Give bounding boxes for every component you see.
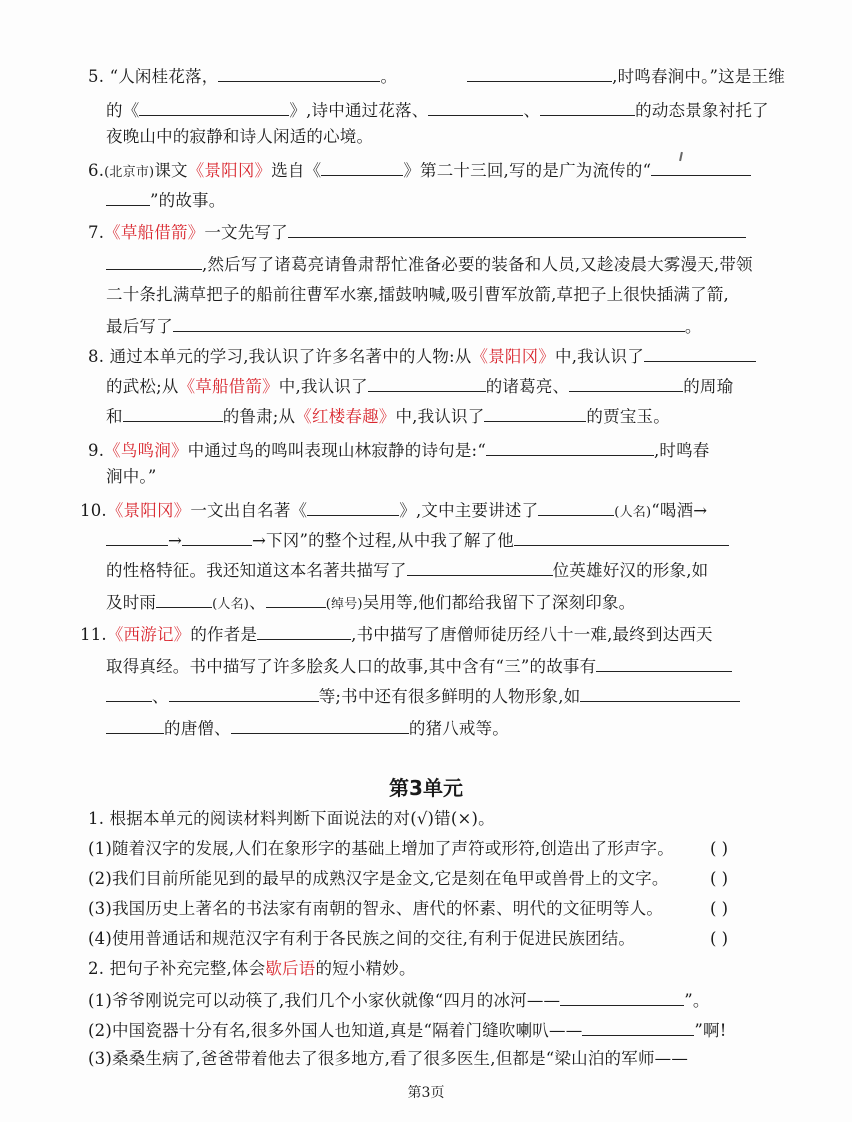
answer-blank[interactable] (486, 438, 654, 456)
q7-line1: 7.《草船借箭》一文先写了 (88, 220, 746, 244)
q5-line1: 5. “人闲桂花落， 。 ,时鸣春涧中。”这是王维 (88, 64, 785, 88)
lesson-title: 《景阳冈》 (187, 161, 272, 180)
judgment-answer-box[interactable]: ( ) (710, 899, 729, 918)
q11-line4: 的唐僧、 的猪八戒等。 (106, 716, 509, 740)
q11-line1: 11.《西游记》的作者是 ,书中描写了唐僧师徒历经八十一难,最终到达西天 (80, 622, 713, 646)
lesson-title: 《红楼春趣》 (295, 407, 396, 426)
q5-line3: 夜晚山中的寂静和诗人闲适的心境。 (106, 127, 374, 146)
judgment-answer-box[interactable]: ( ) (710, 839, 729, 858)
answer-blank[interactable] (582, 1018, 694, 1036)
q6-line2: ”的故事。 (106, 188, 225, 212)
q10-line3: 的性格特征。我还知道这本名著共描写了 位英雄好汉的形象,如 (106, 558, 708, 582)
lesson-title: 《景阳冈》 (471, 347, 555, 366)
answer-blank[interactable] (569, 374, 683, 392)
answer-blank[interactable] (266, 590, 326, 608)
answer-blank[interactable] (139, 98, 289, 116)
answer-blank[interactable] (321, 158, 403, 176)
sentence-1: (1)爷爷刚说完可以动筷了,我们几个小家伙就像“四月的冰河—— ”。 (88, 988, 710, 1012)
answer-blank[interactable] (368, 374, 486, 392)
answer-blank[interactable] (540, 98, 635, 116)
page-number: 第3页 (407, 1085, 445, 1101)
judgment-item-3: (3)我国历史上著名的书法家有南朝的智永、唐代的怀素、明代的文征明等人。 (88, 899, 664, 918)
answer-blank[interactable] (106, 528, 168, 546)
q8-line1: 8. 通过本单元的学习,我认识了许多名著中的人物:从《景阳冈》中,我认识了 (88, 344, 756, 368)
q10-line2: → →下冈”的整个过程,从中我了解了他 (106, 528, 729, 552)
q10-line4: 及时雨 (人名)、 (绰号)吴用等,他们都给我留下了深刻印象。 (106, 590, 635, 616)
answer-blank[interactable] (514, 528, 729, 546)
q7-line2: ,然后写了诸葛亮请鲁肃帮忙准备必要的装备和人员,又趁凌晨大雾漫天,带领 (106, 252, 753, 276)
q5-line2: 的《 》,诗中通过花落、 、 的动态景象衬托了 (106, 98, 769, 122)
q11-line3: 、 等;书中还有很多鲜明的人物形象,如 (106, 684, 740, 708)
answer-blank[interactable] (106, 716, 164, 734)
judgment-answer-box[interactable]: ( ) (710, 869, 729, 888)
unit-heading: 第3单元 (389, 776, 463, 800)
answer-blank[interactable] (106, 684, 152, 702)
judgment-item-1: (1)随着汉字的发展,人们在象形字的基础上增加了声符或形符,创造出了形声字。 (88, 839, 674, 858)
q9-line2: 涧中。” (106, 467, 157, 486)
answer-blank[interactable] (173, 314, 685, 332)
answer-blank[interactable] (123, 404, 223, 422)
answer-blank[interactable] (538, 498, 614, 516)
judgment-item-2: (2)我们目前所能见到的最早的成熟汉字是金文,它是刻在龟甲或兽骨上的文字。 (88, 869, 669, 888)
answer-blank[interactable] (651, 158, 751, 176)
q6-line1: 6.(北京市)课文《景阳冈》选自《 》第二十三回,写的是广为流传的“ (88, 158, 751, 184)
unit3-q1: 1. 根据本单元的阅读材料判断下面说法的对(√)错(×)。 (88, 809, 495, 828)
lesson-title: 《鸟鸣涧》 (104, 441, 188, 460)
lesson-title: 《西游记》 (106, 625, 191, 644)
answer-blank[interactable] (231, 716, 409, 734)
answer-blank[interactable] (257, 622, 351, 640)
lesson-title: 《草船借箭》 (178, 377, 279, 396)
sentence-2: (2)中国瓷器十分有名,很多外国人也知道,真是“隔着门缝吹喇叭—— ”啊! (88, 1018, 727, 1042)
answer-blank[interactable] (484, 404, 586, 422)
q7-line3: 二十条扎满草把子的船前往曹军水寨,擂鼓呐喊,吸引曹军放箭,草把子上很快插满了箭, (106, 285, 729, 304)
judgment-answer-box[interactable]: ( ) (710, 929, 729, 948)
answer-blank[interactable] (560, 988, 684, 1006)
answer-blank[interactable] (580, 684, 740, 702)
answer-blank[interactable] (596, 654, 732, 672)
lesson-title: 《草船借箭》 (104, 223, 205, 242)
answer-blank[interactable] (182, 528, 252, 546)
q7-line4: 最后写了 。 (106, 314, 702, 338)
q8-line3: 和 的鲁肃;从《红楼春趣》中,我认识了 的贾宝玉。 (106, 404, 670, 428)
answer-blank[interactable] (106, 188, 150, 206)
judgment-item-4: (4)使用普通话和规范汉字有利于各民族之间的交往,有利于促进民族团结。 (88, 929, 636, 948)
sentence-3: (3)桑桑生病了,爸爸带着他去了很多地方,看了很多医生,但都是“梁山泊的军师—— (88, 1049, 689, 1068)
answer-blank[interactable] (428, 98, 523, 116)
answer-blank[interactable] (218, 64, 380, 82)
answer-blank[interactable] (307, 498, 399, 516)
q10-line1: 10.《景阳冈》一文出自名著《 》,文中主要讲述了 (人名)“喝酒→ (80, 498, 707, 524)
answer-blank[interactable] (407, 558, 553, 576)
answer-blank[interactable] (156, 590, 212, 608)
keyword-xiehouyu: 歇后语 (265, 959, 316, 978)
answer-blank[interactable] (288, 220, 746, 238)
q11-line2: 取得真经。书中描写了许多脍炙人口的故事,其中含有“三”的故事有 (106, 654, 732, 678)
lesson-title: 《景阳冈》 (106, 501, 191, 520)
q9-line1: 9.《鸟鸣涧》中通过鸟的鸣叫表现山林寂静的诗句是:“ ,时鸣春 (88, 438, 710, 462)
answer-blank[interactable] (106, 252, 202, 270)
answer-blank[interactable] (644, 344, 756, 362)
unit3-q2: 2. 把句子补充完整,体会歇后语的短小精妙。 (88, 959, 416, 978)
q8-line2: 的武松;从《草船借箭》中,我认识了 的诸葛亮、 的周瑜 (106, 374, 733, 398)
answer-blank[interactable] (467, 64, 612, 82)
answer-blank[interactable] (169, 684, 319, 702)
